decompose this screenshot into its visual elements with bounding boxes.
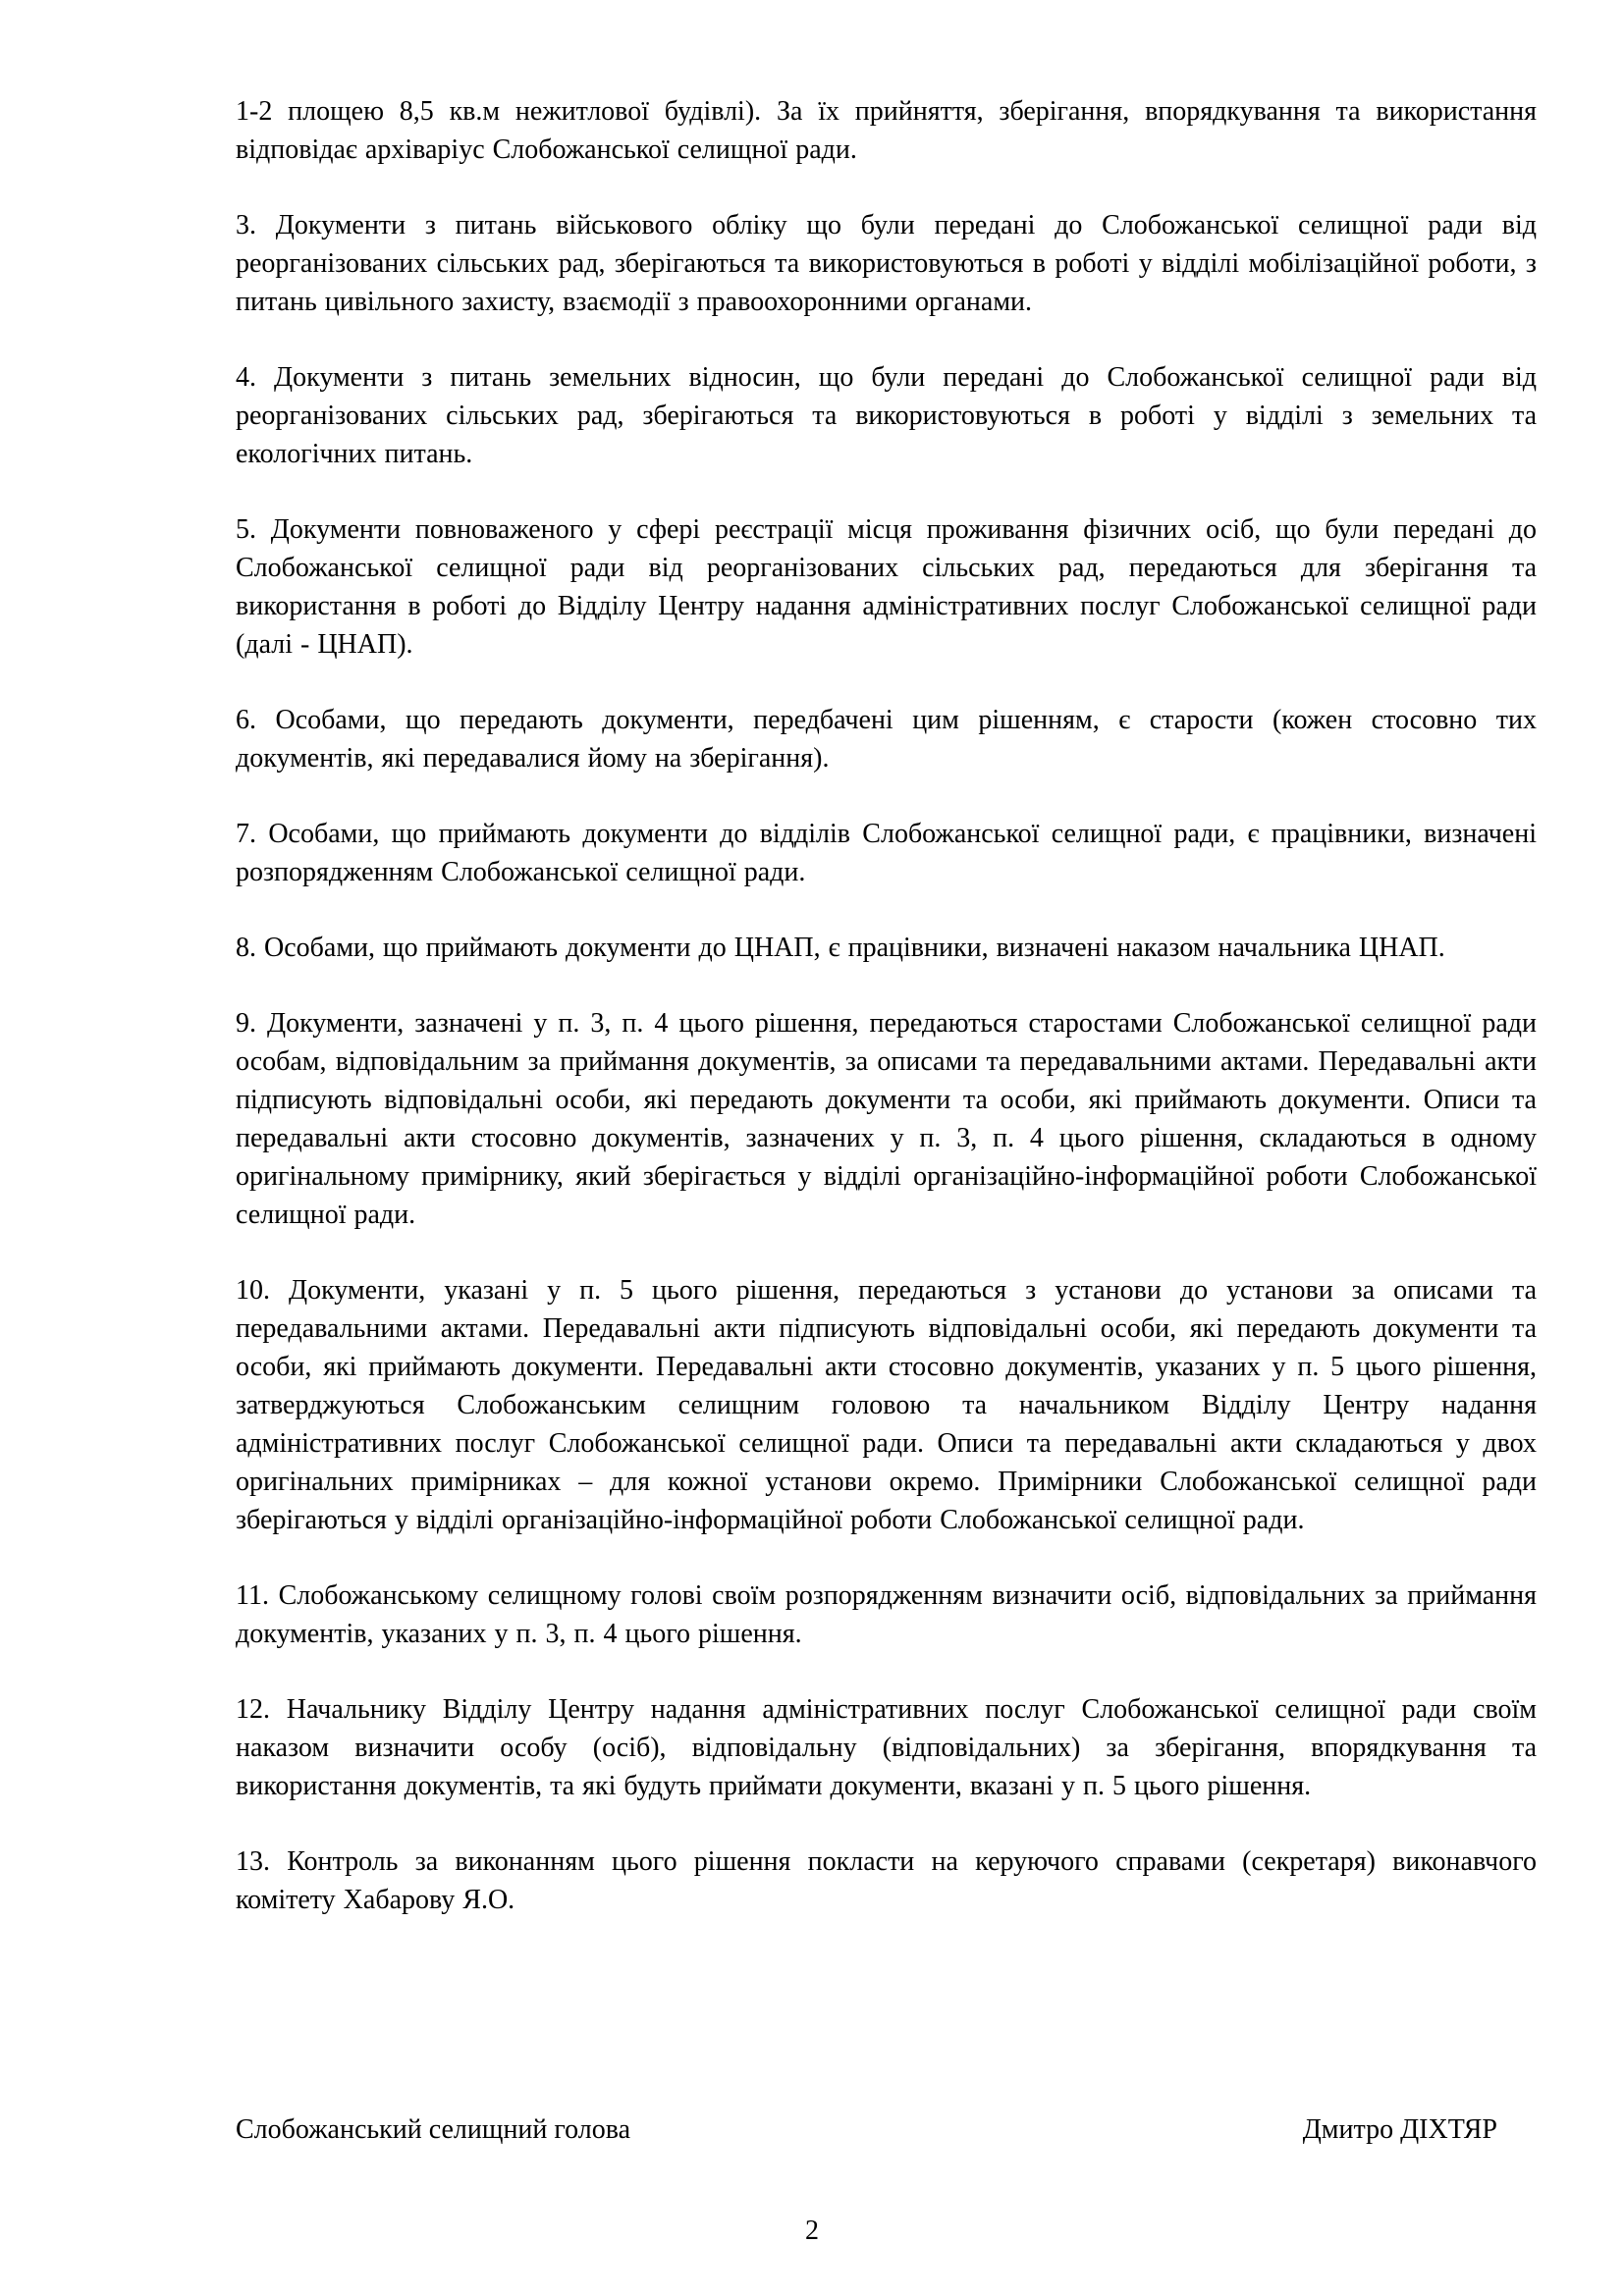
signature-name: Дмитро ДІХТЯР — [1302, 2114, 1497, 2145]
paragraph-11: 11. Слобожанському селищному голові своїм розпорядженням визначити осіб, відповідальних за приймання документів, указаних у п. 3, п. 4 цього рішення. — [236, 1580, 1537, 1649]
signature-position: Слобожанський селищний голова — [236, 2114, 631, 2145]
paragraph-13: 13. Контроль за виконанням цього рішення покласти на керуючого справами (секретаря) виконавчого комітету Хабарову Я.О. — [236, 1846, 1537, 1915]
paragraph-6: 6. Особами, що передають документи, передбачені цим рішенням, є старости (кожен стосовно тих документів, які передавалися йому на зберігання). — [236, 705, 1537, 774]
paragraph-12: 12. Начальнику Відділу Центру надання адміністративних послуг Слобожанської селищної ради своїм наказом визначити особу (осіб), відповідальну (відповідальних) за зберігання, впорядкування та використання документів, та які будуть приймати документи, вказані у п. 5 цього рішення. — [236, 1694, 1537, 1801]
paragraph-continuation: 1-2 площею 8,5 кв.м нежитлової будівлі). За їх прийняття, зберігання, впорядкування та використання відповідає архіваріус Слобожанської селищної ради. — [236, 96, 1537, 165]
paragraph-8: 8. Особами, що приймають документи до ЦНАП, є працівники, визначені наказом начальника ЦНАП. — [236, 933, 1445, 963]
page-number: 2 — [805, 2216, 819, 2246]
document-body — [236, 92, 1537, 1956]
paragraph-9: 9. Документи, зазначені у п. 3, п. 4 цього рішення, передаються старостами Слобожанської селищної ради особам, відповідальним за приймання документів, за описами та передавальними актами. Передавальні акти підписують відповідальні особи, які передають документи та особи, які приймають документи. Описи та передавальні акти стосовно документів, зазначених у п. 3, п. 4 цього рішення, складаються в одному оригінальному примірнику, який зберігається у відділі організаційно-інформаційної роботи Слобожанської селищної ради. — [236, 1008, 1537, 1230]
paragraph-10: 10. Документи, указані у п. 5 цього рішення, передаються з установи до установи за описами та передавальними актами. Передавальні акти підписують відповідальні особи, які передають документи та особи, які приймають документи. Передавальні акти стосовно документів, указаних у п. 5 цього рішення, затверджуються Слобожанським селищним головою та начальником Відділу Центру надання адміністративних послуг Слобожанської селищної ради. Описи та передавальні акти складаються у двох оригінальних примірниках – для кожної установи окремо. Примірники Слобожанської селищної ради зберігаються у відділі організаційно-інформаційної роботи Слобожанської селищної ради. — [236, 1275, 1537, 1535]
paragraph-5: 5. Документи повноваженого у сфері реєстрації місця проживання фізичних осіб, що були передані до Слобожанської селищної ради від реорганізованих сільських рад, передаються для зберігання та використання в роботі до Відділу Центру надання адміністративних послуг Слобожанської селищної ради (далі - ЦНАП). — [236, 514, 1537, 660]
paragraph-4: 4. Документи з питань земельних відносин, що були передані до Слобожанської селищної ради від реорганізованих сільських рад, зберігаються та використовуються в роботі у відділі з земельних та екологічних питань. — [236, 362, 1537, 469]
paragraph-7: 7. Особами, що приймають документи до відділів Слобожанської селищної ради, є працівники, визначені розпорядженням Слобожанської селищної ради. — [236, 819, 1537, 887]
signature-block — [236, 2110, 1537, 2149]
paragraph-3: 3. Документи з питань військового обліку що були передані до Слобожанської селищної ради від реорганізованих сільських рад, зберігаються та використовуються в роботі у відділі мобілізаційної роботи, з питань цивільного захисту, взаємодії з правоохоронними органами. — [236, 210, 1537, 317]
